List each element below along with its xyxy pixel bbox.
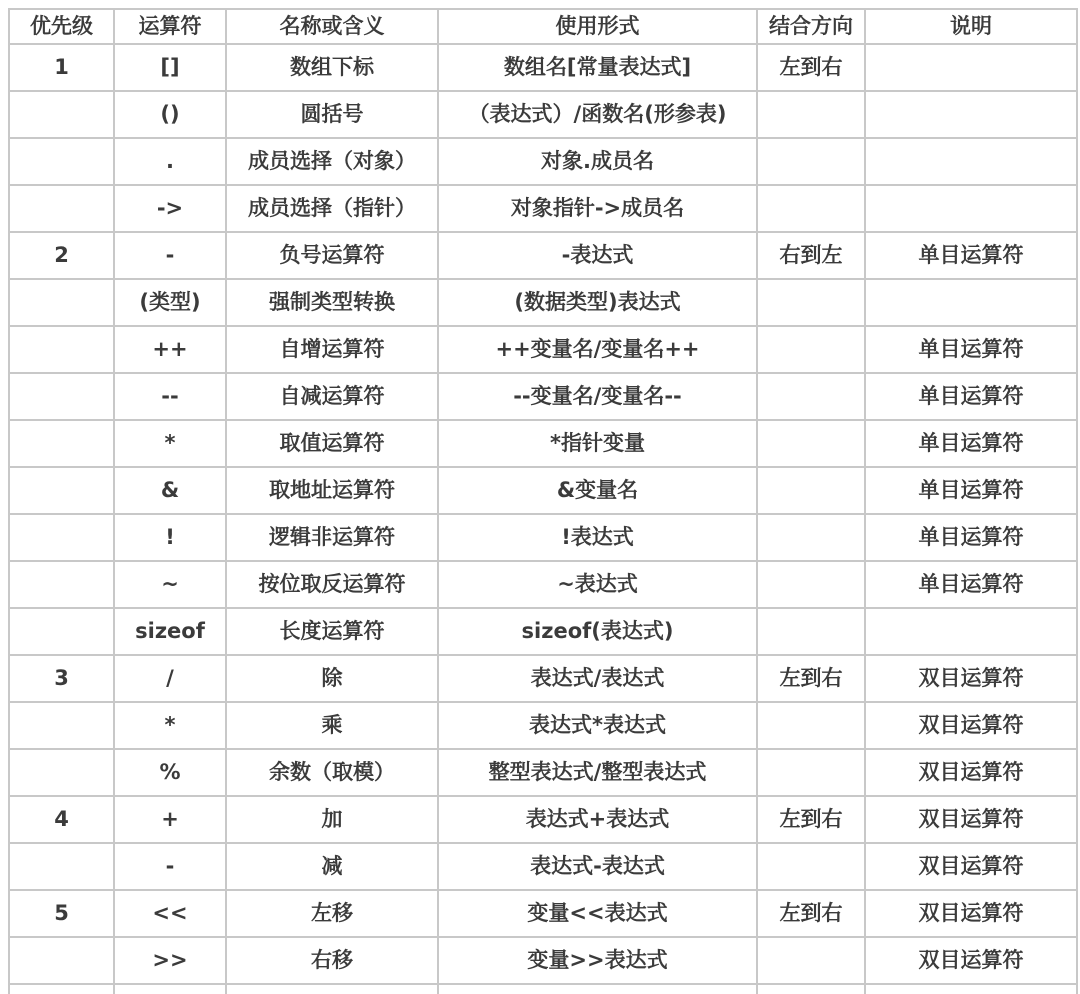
table-row bbox=[9, 608, 1077, 655]
cell-priority bbox=[9, 185, 114, 232]
cell-priority bbox=[9, 514, 114, 561]
cell-operator: / bbox=[114, 655, 226, 702]
table-row bbox=[9, 326, 1077, 373]
cell-associativity: 左到右 bbox=[757, 44, 865, 91]
column-header-name: 名称或含义 bbox=[226, 9, 438, 44]
cell-name: 逻辑非运算符 bbox=[226, 514, 438, 561]
cell-priority bbox=[9, 326, 114, 373]
cell-operator: << bbox=[114, 890, 226, 937]
cell-operator: ++ bbox=[114, 326, 226, 373]
cell-associativity bbox=[757, 420, 865, 467]
cell-priority bbox=[9, 138, 114, 185]
cell-priority bbox=[9, 608, 114, 655]
cell-usage: (数据类型)表达式 bbox=[438, 279, 757, 326]
cell-name: 余数（取模） bbox=[226, 749, 438, 796]
cell-priority: 2 bbox=[9, 232, 114, 279]
cell-priority bbox=[9, 467, 114, 514]
cell-note bbox=[865, 279, 1077, 326]
cell-operator: >> bbox=[114, 937, 226, 984]
cell-usage: ~表达式 bbox=[438, 561, 757, 608]
cell-name: 强制类型转换 bbox=[226, 279, 438, 326]
table-row bbox=[9, 843, 1077, 890]
cell-note bbox=[865, 91, 1077, 138]
cell-usage: 表达式-表达式 bbox=[438, 843, 757, 890]
table-row bbox=[9, 702, 1077, 749]
cell-usage: --变量名/变量名-- bbox=[438, 373, 757, 420]
cell-note: 单目运算符 bbox=[865, 326, 1077, 373]
cell-usage: ++变量名/变量名++ bbox=[438, 326, 757, 373]
cell-usage: 表达式*表达式 bbox=[438, 702, 757, 749]
column-header-operator: 运算符 bbox=[114, 9, 226, 44]
cell-associativity bbox=[757, 91, 865, 138]
cell-name: 取值运算符 bbox=[226, 420, 438, 467]
cell-note: 单目运算符 bbox=[865, 420, 1077, 467]
cell-operator: * bbox=[114, 420, 226, 467]
cell-name: 按位取反运算符 bbox=[226, 561, 438, 608]
cell-operator: * bbox=[114, 702, 226, 749]
cell-associativity bbox=[757, 326, 865, 373]
cell-name: 数组下标 bbox=[226, 44, 438, 91]
cell-priority bbox=[9, 561, 114, 608]
cell-note: 单目运算符 bbox=[865, 467, 1077, 514]
table-row bbox=[9, 373, 1077, 420]
cell-operator: () bbox=[114, 91, 226, 138]
column-header-note: 说明 bbox=[865, 9, 1077, 44]
cell-associativity bbox=[757, 984, 865, 994]
cell-associativity: 右到左 bbox=[757, 232, 865, 279]
column-header-usage: 使用形式 bbox=[438, 9, 757, 44]
cell-usage: 表达式+表达式 bbox=[438, 796, 757, 843]
cell-operator: (类型) bbox=[114, 279, 226, 326]
cell-priority bbox=[9, 702, 114, 749]
cell-name: 左移 bbox=[226, 890, 438, 937]
cell-priority: 3 bbox=[9, 655, 114, 702]
table-row bbox=[9, 279, 1077, 326]
cell-note bbox=[865, 44, 1077, 91]
cell-name: 减 bbox=[226, 843, 438, 890]
cell-operator bbox=[114, 984, 226, 994]
cell-associativity bbox=[757, 749, 865, 796]
cell-note: 双目运算符 bbox=[865, 843, 1077, 890]
column-header-priority: 优先级 bbox=[9, 9, 114, 44]
cell-usage: 变量>>表达式 bbox=[438, 937, 757, 984]
cell-operator: ~ bbox=[114, 561, 226, 608]
cell-usage: （表达式）/函数名(形参表) bbox=[438, 91, 757, 138]
cell-note: 单目运算符 bbox=[865, 232, 1077, 279]
cell-operator: - bbox=[114, 232, 226, 279]
cell-priority bbox=[9, 749, 114, 796]
table-row bbox=[9, 984, 1077, 994]
cell-usage: !表达式 bbox=[438, 514, 757, 561]
cell-note: 单目运算符 bbox=[865, 514, 1077, 561]
cell-associativity bbox=[757, 185, 865, 232]
cell-operator: -- bbox=[114, 373, 226, 420]
cell-name: 自增运算符 bbox=[226, 326, 438, 373]
cell-note bbox=[865, 608, 1077, 655]
cell-name: 取地址运算符 bbox=[226, 467, 438, 514]
table-row bbox=[9, 44, 1077, 91]
cell-note: 双目运算符 bbox=[865, 890, 1077, 937]
cell-usage: 数组名[常量表达式] bbox=[438, 44, 757, 91]
cell-name: 加 bbox=[226, 796, 438, 843]
cell-operator: & bbox=[114, 467, 226, 514]
table-row bbox=[9, 890, 1077, 937]
table-body bbox=[9, 44, 1077, 994]
cell-note: 单目运算符 bbox=[865, 373, 1077, 420]
cell-note bbox=[865, 984, 1077, 994]
cell-usage bbox=[438, 984, 757, 994]
cell-associativity bbox=[757, 702, 865, 749]
header-row bbox=[9, 9, 1077, 44]
table-row bbox=[9, 937, 1077, 984]
table-row bbox=[9, 420, 1077, 467]
cell-note: 单目运算符 bbox=[865, 561, 1077, 608]
cell-associativity bbox=[757, 467, 865, 514]
cell-priority bbox=[9, 937, 114, 984]
cell-associativity: 左到右 bbox=[757, 796, 865, 843]
cell-name: 长度运算符 bbox=[226, 608, 438, 655]
cell-note: 双目运算符 bbox=[865, 702, 1077, 749]
cell-note bbox=[865, 138, 1077, 185]
table-row bbox=[9, 749, 1077, 796]
cell-name: 右移 bbox=[226, 937, 438, 984]
cell-operator: + bbox=[114, 796, 226, 843]
cell-associativity bbox=[757, 608, 865, 655]
table-row bbox=[9, 561, 1077, 608]
cell-priority: 1 bbox=[9, 44, 114, 91]
cell-priority bbox=[9, 373, 114, 420]
cell-operator: % bbox=[114, 749, 226, 796]
cell-operator: sizeof bbox=[114, 608, 226, 655]
cell-note: 双目运算符 bbox=[865, 796, 1077, 843]
cell-associativity: 左到右 bbox=[757, 655, 865, 702]
table-row bbox=[9, 467, 1077, 514]
cell-associativity: 左到右 bbox=[757, 890, 865, 937]
cell-name: 负号运算符 bbox=[226, 232, 438, 279]
cell-usage: 对象指针->成员名 bbox=[438, 185, 757, 232]
cell-usage: &变量名 bbox=[438, 467, 757, 514]
cell-name: 成员选择（指针） bbox=[226, 185, 438, 232]
table-row bbox=[9, 185, 1077, 232]
cell-operator: [] bbox=[114, 44, 226, 91]
cell-priority: 5 bbox=[9, 890, 114, 937]
table-header bbox=[9, 9, 1077, 44]
cell-usage: 表达式/表达式 bbox=[438, 655, 757, 702]
cell-associativity bbox=[757, 561, 865, 608]
table-row bbox=[9, 91, 1077, 138]
cell-operator: . bbox=[114, 138, 226, 185]
table-row bbox=[9, 232, 1077, 279]
cell-associativity bbox=[757, 843, 865, 890]
cell-associativity bbox=[757, 373, 865, 420]
cell-associativity bbox=[757, 138, 865, 185]
cell-note bbox=[865, 185, 1077, 232]
cell-usage: 对象.成员名 bbox=[438, 138, 757, 185]
table-row bbox=[9, 796, 1077, 843]
cell-name: 成员选择（对象） bbox=[226, 138, 438, 185]
cell-name: 乘 bbox=[226, 702, 438, 749]
cell-priority bbox=[9, 91, 114, 138]
cell-name bbox=[226, 984, 438, 994]
column-header-associativity: 结合方向 bbox=[757, 9, 865, 44]
cell-usage: 整型表达式/整型表达式 bbox=[438, 749, 757, 796]
cell-name: 自减运算符 bbox=[226, 373, 438, 420]
cell-operator: - bbox=[114, 843, 226, 890]
cell-priority bbox=[9, 279, 114, 326]
cell-priority bbox=[9, 843, 114, 890]
table-row bbox=[9, 514, 1077, 561]
cell-usage: *指针变量 bbox=[438, 420, 757, 467]
cell-usage: 变量<<表达式 bbox=[438, 890, 757, 937]
cell-note: 双目运算符 bbox=[865, 749, 1077, 796]
cell-usage: sizeof(表达式) bbox=[438, 608, 757, 655]
cell-associativity bbox=[757, 937, 865, 984]
cell-operator: -> bbox=[114, 185, 226, 232]
cell-associativity bbox=[757, 514, 865, 561]
table-row bbox=[9, 655, 1077, 702]
cell-note: 双目运算符 bbox=[865, 937, 1077, 984]
cell-note: 双目运算符 bbox=[865, 655, 1077, 702]
operator-precedence-table bbox=[8, 8, 1078, 994]
cell-associativity bbox=[757, 279, 865, 326]
cell-name: 除 bbox=[226, 655, 438, 702]
table-row bbox=[9, 138, 1077, 185]
cell-usage: -表达式 bbox=[438, 232, 757, 279]
cell-operator: ! bbox=[114, 514, 226, 561]
cell-priority bbox=[9, 984, 114, 994]
cell-priority: 4 bbox=[9, 796, 114, 843]
cell-priority bbox=[9, 420, 114, 467]
cell-name: 圆括号 bbox=[226, 91, 438, 138]
